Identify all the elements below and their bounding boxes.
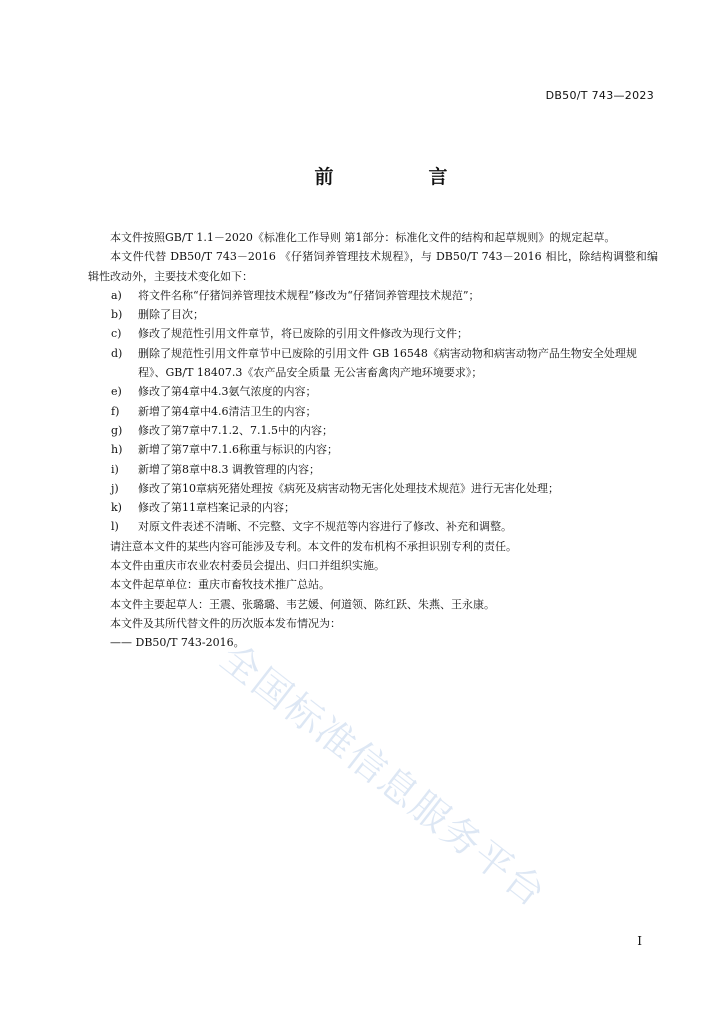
list-item-label: g) xyxy=(111,423,123,437)
list-item-text: 新增了第7章中7.1.6称重与标识的内容； xyxy=(138,443,338,457)
list-item xyxy=(88,517,658,536)
previous-version-entry: —— DB50/T 743-2016。 xyxy=(110,636,245,650)
list-item-label: j) xyxy=(111,481,119,495)
list-item-text: 修改了第7章中7.1.2、7.1.5中的内容； xyxy=(138,423,333,437)
list-item-label: l) xyxy=(111,520,119,534)
page-title: 前 言 xyxy=(314,166,486,188)
list-item-label: c) xyxy=(111,327,122,341)
list-item xyxy=(88,286,658,305)
list-item-text: 新增了第4章中4.6清洁卫生的内容； xyxy=(138,404,317,418)
list-item-text: 新增了第8章中8.3 调教管理的内容； xyxy=(138,462,320,476)
list-item-label: b) xyxy=(111,308,123,322)
list-item-text: 修改了第10章病死猪处理按《病死及病害动物无害化处理技术规范》进行无害化处理； xyxy=(138,481,559,495)
document-code: DB50/T 743—2023 xyxy=(545,89,654,102)
list-item-text: 修改了第11章档案记录的内容； xyxy=(138,501,295,515)
list-item xyxy=(88,382,658,401)
list-item-label: e) xyxy=(111,385,122,399)
list-item xyxy=(88,421,658,440)
list-item-label: d) xyxy=(111,346,123,360)
list-item-label: h) xyxy=(111,443,123,457)
list-item-text: 对原文件表述不清晰、不完整、文字不规范等内容进行了修改、补充和调整。 xyxy=(138,520,512,534)
list-item xyxy=(88,324,658,343)
drafters-statement: 本文件主要起草人：王震、张璐璐、韦艺媛、何道领、陈红跃、朱燕、王永康。 xyxy=(110,597,495,611)
paragraph-drafting-rules: 本文件按照GB/T 1.1－2020《标准化工作导则 第1部分：标准化文件的结构和起草规则》的规定起草。 xyxy=(110,231,616,244)
list-item-label: a) xyxy=(111,288,122,302)
list-item-label: f) xyxy=(111,404,120,418)
patent-notice: 请注意本文件的某些内容可能涉及专利。本文件的发布机构不承担识别专利的责任。 xyxy=(110,539,517,553)
list-item xyxy=(88,460,658,479)
list-item xyxy=(88,479,658,498)
list-item-label: k) xyxy=(111,501,122,515)
page-number: I xyxy=(637,934,642,948)
list-item-label: i) xyxy=(111,462,119,476)
list-item xyxy=(88,344,658,383)
list-item-text: 修改了规范性引用文件章节，将已废除的引用文件修改为现行文件； xyxy=(138,327,468,341)
paragraph-replacement: 本文件代替 DB50/T 743－2016 《仔猪饲养管理技术规程》，与 DB50/T 743－2016 相比，除结构调整和编辑性改动外，主要技术变化如下： xyxy=(88,250,658,283)
version-history-statement: 本文件及其所代替文件的历次版本发布情况为： xyxy=(110,616,341,630)
drafting-unit-statement: 本文件起草单位：重庆市畜牧技术推广总站。 xyxy=(110,578,330,592)
proposer-statement: 本文件由重庆市农业农村委员会提出、归口并组织实施。 xyxy=(110,559,385,573)
changes-list xyxy=(88,286,658,537)
list-item-text: 将文件名称“仔猪饲养管理技术规程”修改为“仔猪饲养管理技术规范”； xyxy=(138,288,480,302)
list-item-text: 修改了第4章中4.3氨气浓度的内容； xyxy=(138,385,317,399)
list-item xyxy=(88,402,658,421)
list-item xyxy=(88,498,658,517)
list-item-text: 删除了规范性引用文件章节中已废除的引用文件 GB 16548《病害动物和病害动物产品生物安全处理规程》、GB/T 18407.3《农产品安全质量 无公害畜禽肉产地环境要求》； xyxy=(138,346,637,380)
list-item xyxy=(88,305,658,324)
list-item-text: 删除了目次； xyxy=(138,308,204,322)
watermark: 全国标准信息服务平台 xyxy=(212,635,555,917)
list-item xyxy=(88,440,658,459)
foreword-body xyxy=(88,228,658,653)
